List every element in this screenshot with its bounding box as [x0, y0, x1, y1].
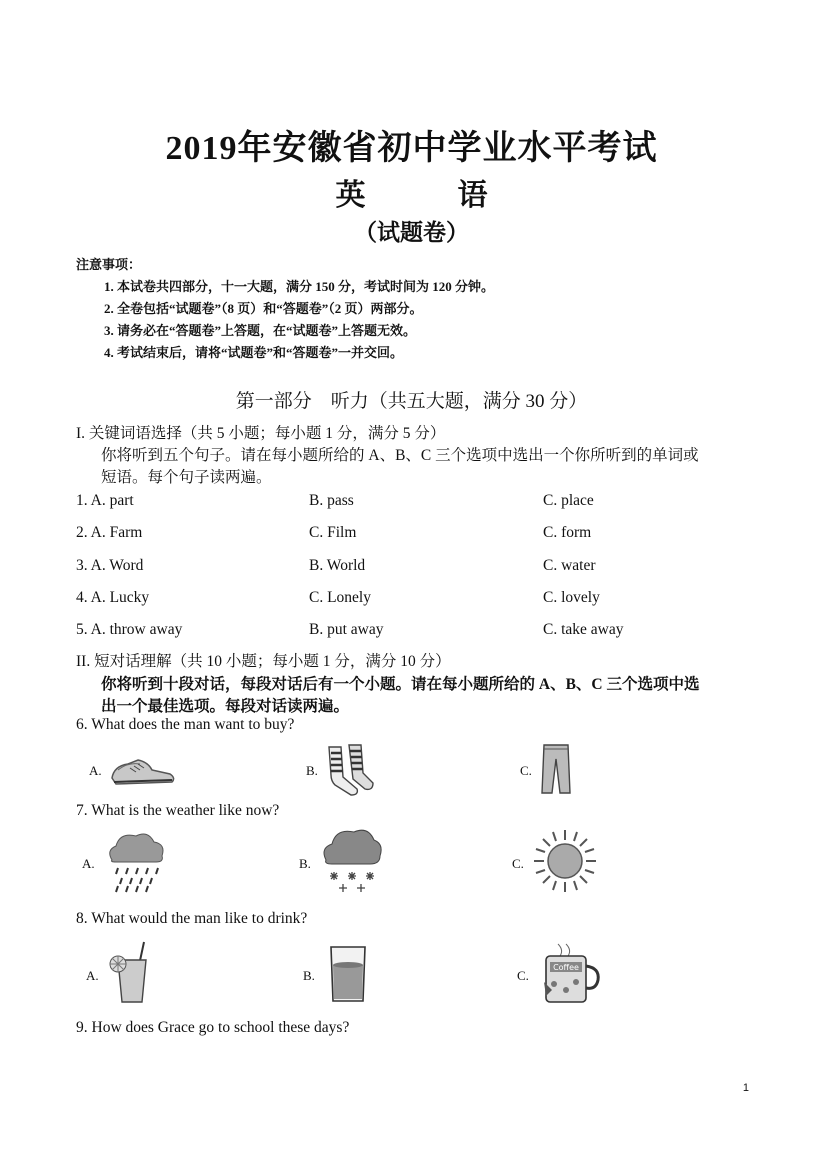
- picture-option-c: C.: [517, 968, 529, 983]
- question-7-text: 7. What is the weather like now?: [76, 802, 280, 819]
- subject-char-2: 语: [457, 179, 488, 212]
- option-a: 4. A. Lucky: [76, 589, 150, 606]
- picture-option-c: C.: [520, 763, 532, 778]
- part2-heading: II. 短对话理解（共 10 小题；每小题 1 分，满分 10 分）: [76, 653, 451, 670]
- option-b: C. Lonely: [309, 589, 371, 606]
- option-c: C. take away: [543, 621, 624, 638]
- water-glass-icon: [323, 943, 373, 1005]
- note-item: 4. 考试结束后，请将“试题卷”和“答题卷”一并交回。: [104, 345, 404, 360]
- trousers-icon: [540, 743, 572, 795]
- picture-option-a: A.: [86, 968, 99, 983]
- sneakers-icon: [108, 748, 178, 790]
- notes-heading: 注意事项：: [76, 257, 142, 272]
- coffee-mug-icon: [540, 942, 602, 1006]
- sun-icon: [532, 828, 598, 894]
- orange-juice-icon: [106, 940, 156, 1004]
- part1-instruction: 短语。每个句子读两遍。: [101, 469, 272, 486]
- note-item: 1. 本试卷共四部分，十一大题，满分 150 分，考试时间为 120 分钟。: [104, 279, 495, 294]
- option-a: 1. A. part: [76, 492, 134, 509]
- option-a: 2. A. Farm: [76, 524, 143, 541]
- section-title: 第一部分 听力（共五大题，满分 30 分）: [235, 391, 588, 412]
- snow-cloud-icon: [320, 826, 384, 894]
- option-c: C. form: [543, 524, 592, 541]
- note-item: 3. 请务必在“答题卷”上答题，在“试题卷”上答题无效。: [104, 323, 417, 338]
- option-b: B. pass: [309, 492, 354, 509]
- subject-title: [0, 170, 823, 214]
- picture-option-a: A.: [89, 763, 102, 778]
- option-a: 5. A. throw away: [76, 621, 183, 638]
- option-b: C. Film: [309, 524, 357, 541]
- part1-instruction: 你将听到五个句子。请在每小题所给的 A、B、C 三个选项中选出一个你所听到的单词或: [101, 447, 699, 464]
- option-c: C. lovely: [543, 589, 600, 606]
- question-9-text: 9. How does Grace go to school these days?: [76, 1019, 350, 1036]
- exam-title: 2019年安徽省初中学业水平考试: [165, 130, 658, 167]
- part2-instruction: 你将听到十段对话，每段对话后有一个小题。请在每小题所给的 A、B、C 三个选项中选: [101, 676, 700, 693]
- picture-option-c: C.: [512, 856, 524, 871]
- question-6-text: 6. What does the man want to buy?: [76, 716, 295, 733]
- option-b: B. World: [309, 557, 366, 574]
- rain-cloud-icon: [104, 828, 168, 894]
- paper-type: （试题卷）: [354, 220, 469, 245]
- option-b: B. put away: [309, 621, 384, 638]
- page-number: 1: [742, 1082, 749, 1094]
- part2-instruction: 出一个最佳选项。每段对话读两遍。: [101, 698, 350, 715]
- svg-text:Coffee: Coffee: [553, 963, 579, 972]
- picture-option-b: B.: [299, 856, 311, 871]
- picture-option-b: B.: [306, 763, 318, 778]
- note-item: 2. 全卷包括“试题卷”（8 页）和“答题卷”（2 页）两部分。: [104, 301, 423, 316]
- option-c: C. place: [543, 492, 594, 509]
- picture-option-a: A.: [82, 856, 95, 871]
- option-a: 3. A. Word: [76, 557, 144, 574]
- subject-char-1: 英: [335, 179, 366, 212]
- question-8-text: 8. What would the man like to drink?: [76, 910, 308, 927]
- option-c: C. water: [543, 557, 596, 574]
- part1-heading: I. 关键词语选择（共 5 小题；每小题 1 分，满分 5 分）: [76, 425, 446, 442]
- picture-option-b: B.: [303, 968, 315, 983]
- striped-socks-icon: [323, 743, 375, 798]
